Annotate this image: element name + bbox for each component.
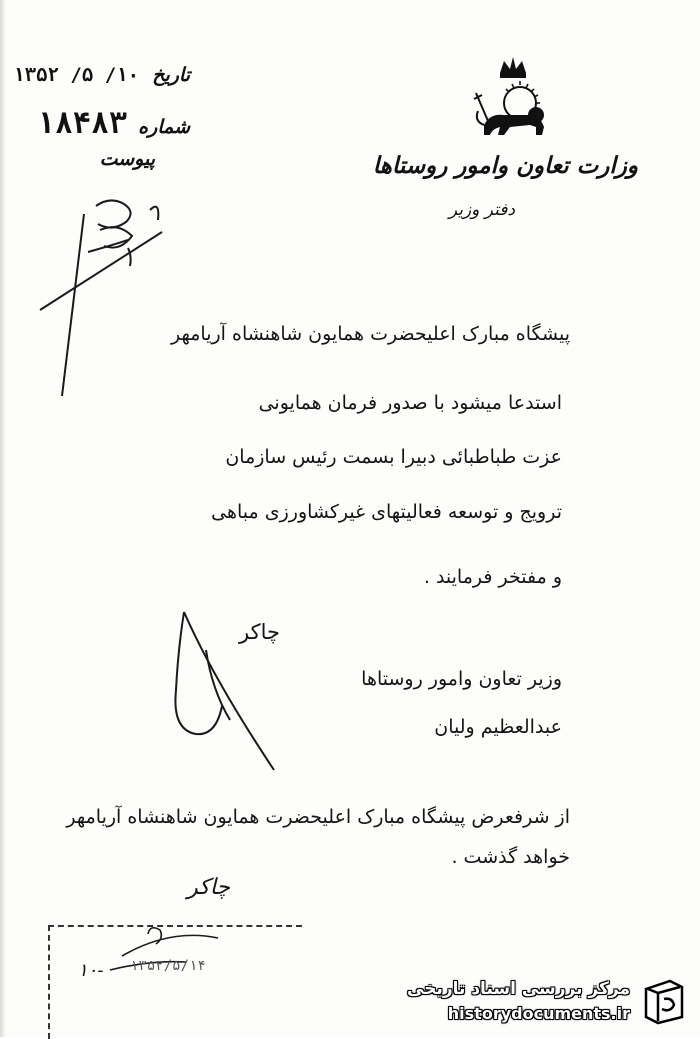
number-label: شماره bbox=[138, 116, 190, 138]
stamp-number: ۱۰- bbox=[78, 960, 104, 981]
signatory-name: عبدالعظیم ولیان bbox=[434, 716, 562, 738]
lion-and-sun-emblem-icon bbox=[470, 55, 556, 155]
body-line: عزت طباطبائی دبیرا بسمت رئیس سازمان bbox=[225, 446, 562, 468]
signatory-title: وزیر تعاون وامور روستاها bbox=[361, 668, 562, 690]
ministry-title: وزارت تعاون وامور روستاها bbox=[372, 152, 638, 179]
footnote-line: از شرفعرض پیشگاه مبارک اعلیحضرت همایون شاهنشاه آریامهر bbox=[66, 806, 570, 828]
margin-annotation-signature bbox=[40, 200, 162, 396]
watermark-site: historydocuments.ir bbox=[447, 1004, 630, 1023]
salutation: پیشگاه مبارک اعلیحضرت همایون شاهنشاه آریامهر bbox=[171, 323, 570, 345]
body-line: ترویج و توسعه فعالیتهای غیرکشاورزی مباهی bbox=[211, 501, 562, 523]
date-value: ۱۰/ ۵/ ۱۳۵۲ bbox=[13, 64, 140, 86]
stamp-text: ۱۳۵۲/۵/۱۴ bbox=[130, 958, 206, 974]
number-value: ۱۸۴۸۳ bbox=[36, 106, 128, 141]
history-documents-logo-icon bbox=[640, 977, 688, 1025]
office-title: دفتر وزیر bbox=[448, 200, 515, 220]
attachment-field bbox=[100, 148, 155, 170]
closing: چاکر bbox=[239, 620, 280, 644]
footnote-line: خواهد گذشت . bbox=[451, 846, 570, 868]
date-field bbox=[13, 64, 190, 86]
watermark-name: مرکز بررسی اسناد تاریخی bbox=[407, 979, 630, 999]
number-field bbox=[37, 106, 190, 141]
registry-stamp-box bbox=[48, 925, 302, 1039]
body-line: استدعا میشود با صدور فرمان همایونی bbox=[258, 392, 562, 414]
archive-watermark bbox=[408, 975, 690, 1031]
paper-edge bbox=[0, 0, 6, 1037]
body-line: و مفتخر فرمایند . bbox=[423, 566, 562, 588]
date-label: تاریخ bbox=[152, 64, 190, 86]
footnote-closing: چاکر bbox=[187, 875, 230, 900]
attachment-label: پیوست bbox=[99, 148, 155, 170]
